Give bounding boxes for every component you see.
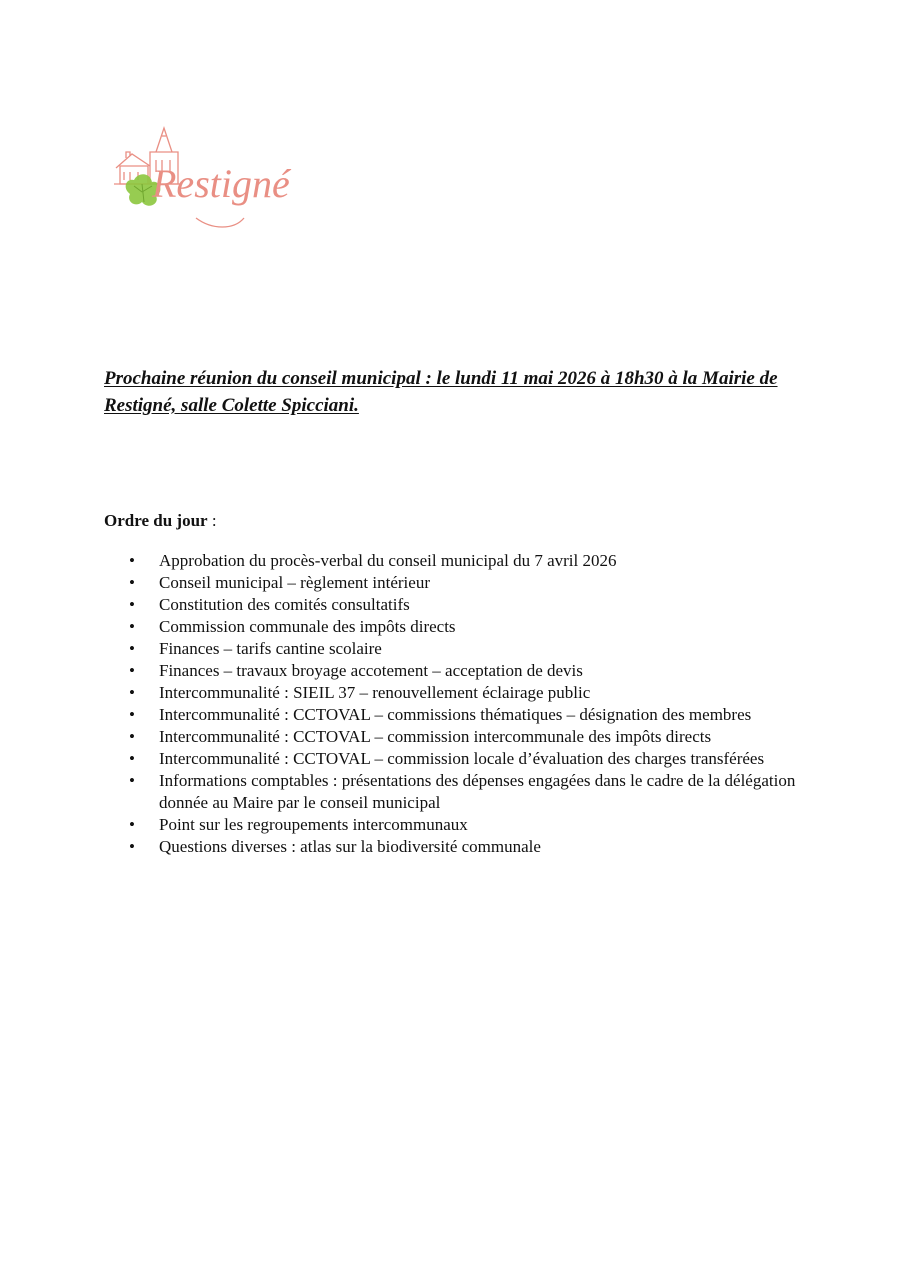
bullet-icon: •: [129, 617, 135, 636]
restigne-logo: [112, 122, 292, 232]
agenda-item: [104, 594, 844, 616]
agenda-item-text: Conseil municipal – règlement intérieur: [159, 573, 430, 592]
agenda-item: [104, 748, 844, 770]
agenda-item-text: Informations comptables : présentations des dépenses engagées dans le cadre de la délégation donnée au Maire par le conseil municipal: [159, 771, 796, 812]
agenda-title: Ordre du jour: [104, 511, 208, 530]
bullet-icon: •: [129, 639, 135, 658]
agenda-item-text: Finances – tarifs cantine scolaire: [159, 639, 382, 658]
agenda-list: [104, 550, 844, 858]
bullet-icon: •: [129, 837, 135, 856]
bullet-icon: •: [129, 749, 135, 768]
agenda-item: [104, 660, 844, 682]
agenda-heading: [104, 510, 217, 532]
agenda-item-text: Constitution des comités consultatifs: [159, 595, 410, 614]
agenda-item: [104, 682, 844, 704]
bullet-icon: •: [129, 815, 135, 834]
bullet-icon: •: [129, 683, 135, 702]
agenda-item-text: Approbation du procès-verbal du conseil municipal du 7 avril 2026: [159, 551, 617, 570]
agenda-item-text: Commission communale des impôts directs: [159, 617, 456, 636]
agenda-item-text: Intercommunalité : CCTOVAL – commissions thématiques – désignation des membres: [159, 705, 752, 724]
bullet-icon: •: [129, 551, 135, 570]
bullet-icon: •: [129, 727, 135, 746]
meeting-announcement: Prochaine réunion du conseil municipal : le lundi 11 mai 2026 à 18h30 à la Mairie de Restigné, salle Colette Spicciani.: [104, 368, 778, 416]
agenda-item: [104, 616, 844, 638]
bullet-icon: •: [129, 573, 135, 592]
agenda-item: [104, 572, 844, 594]
agenda-item: [104, 726, 844, 748]
bullet-icon: •: [129, 705, 135, 724]
agenda-item: [104, 550, 844, 572]
agenda-item: [104, 638, 844, 660]
agenda-title-suffix: :: [207, 511, 217, 530]
bullet-icon: •: [129, 595, 135, 614]
agenda-item: [104, 770, 844, 814]
agenda-item: [104, 814, 844, 836]
agenda-item-text: Point sur les regroupements intercommunaux: [159, 815, 468, 834]
agenda-item-text: Intercommunalité : SIEIL 37 – renouvellement éclairage public: [159, 683, 591, 702]
agenda-item-text: Intercommunalité : CCTOVAL – commission intercommunale des impôts directs: [159, 727, 712, 746]
agenda-item-text: Finances – travaux broyage accotement – acceptation de devis: [159, 661, 583, 680]
agenda-item: [104, 704, 844, 726]
bullet-icon: •: [129, 771, 135, 790]
agenda-item-text: Intercommunalité : CCTOVAL – commission locale d’évaluation des charges transférées: [159, 749, 765, 768]
agenda-item: [104, 836, 844, 858]
logo-text: Restigné: [152, 161, 290, 206]
bullet-icon: •: [129, 661, 135, 680]
agenda-item-text: Questions diverses : atlas sur la biodiversité communale: [159, 837, 541, 856]
